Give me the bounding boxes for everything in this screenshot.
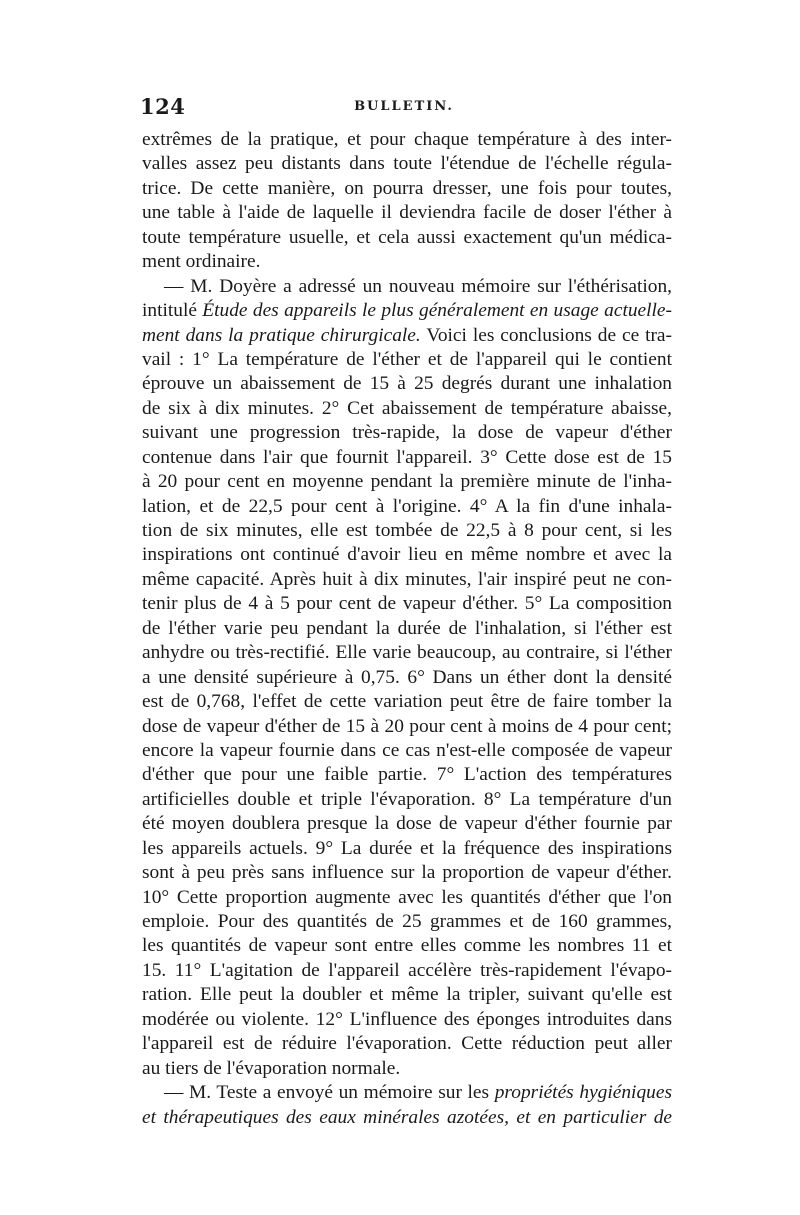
- text-line: à 20 pour cent en moyenne pendant la première minute de l'inha-: [142, 471, 672, 493]
- text-line: a une densité supérieure à 0,75. 6° Dans un éther dont la densité: [142, 666, 672, 688]
- text-run: — M. Teste a envoyé un mémoire sur les: [164, 1082, 495, 1104]
- text-line: de six à dix minutes. 2° Cet abaissement de température abaisse,: [142, 397, 672, 419]
- text-line: anhydre ou très-rectifié. Elle varie beaucoup, au contraire, si l'éther: [142, 642, 672, 664]
- text-run: intitulé: [142, 300, 203, 322]
- text-line: dose de vapeur d'éther de 15 à 20 pour cent à moins de 4 pour cent;: [142, 715, 672, 737]
- text-line: vail : 1° La température de l'éther et de l'appareil qui le contient: [142, 348, 672, 370]
- text-line: sont à peu près sans influence sur la proportion de vapeur d'éther.: [142, 862, 672, 884]
- text-line: — M. Doyère a adressé un nouveau mémoire sur l'éthérisation,: [164, 275, 672, 297]
- text-line: trice. De cette manière, on pourra dresser, une fois pour toutes,: [142, 177, 672, 199]
- text-line: ration. Elle peut la doubler et même la tripler, suivant qu'elle est: [142, 984, 672, 1006]
- text-line: [142, 324, 672, 348]
- text-line: [142, 1106, 672, 1130]
- text-line: même capacité. Après huit à dix minutes, l'air inspiré peut ne con-: [142, 568, 672, 590]
- text-line: emploie. Pour des quantités de 25 grammes et de 160 grammes,: [142, 911, 672, 932]
- text-line: encore la vapeur fournie dans ce cas n'est-elle composée de vapeur: [142, 739, 672, 761]
- text-line: artificielles double et triple l'évaporation. 8° La température d'un: [142, 788, 672, 810]
- text-line: modérée ou violente. 12° L'influence des éponges introduites dans: [142, 1008, 672, 1030]
- text-line: valles assez peu distants dans toute l'étendue de l'échelle régula-: [142, 153, 672, 175]
- text-line: l'appareil est de réduire l'évaporation. Cette réduction peut aller: [142, 1033, 672, 1055]
- text-line: été moyen doublera presque la dose de vapeur d'éther fournie par: [142, 813, 672, 835]
- text-line: de l'éther varie peu pendant la durée de l'inhalation, si l'éther est: [142, 617, 672, 639]
- text-line: éprouve un abaissement de 15 à 25 degrés durant une inhalation: [142, 373, 672, 395]
- page-number: 124: [140, 94, 186, 119]
- text-line: les quantités de vapeur sont entre elles comme les nombres 11 et: [142, 935, 672, 957]
- text-line: [142, 1081, 672, 1105]
- text-line: tenir plus de 4 à 5 pour cent de vapeur d'éther. 5° La composition: [142, 593, 672, 615]
- text-line: d'éther que pour une faible partie. 7° L'action des températures: [142, 764, 672, 786]
- text-line: extrêmes de la pratique, et pour chaque température à des inter-: [142, 129, 672, 150]
- text-line: 10° Cette proportion augmente avec les quantités d'éther que l'on: [142, 886, 672, 908]
- text-line: au tiers de l'évaporation normale.: [142, 1057, 401, 1079]
- text-line: [142, 299, 672, 323]
- italic-title: ment dans la pratique chirurgicale.: [142, 324, 421, 346]
- text-line: contenue dans l'air que fournit l'appareil. 3° Cette dose est de 15: [142, 446, 672, 468]
- text-line: les appareils actuels. 9° La durée et la fréquence des inspirations: [142, 837, 672, 859]
- italic-title: et thérapeutiques des eaux minérales azotées, et en particulier de: [142, 1106, 672, 1128]
- body-text: [142, 128, 672, 1130]
- running-head: BULLETIN.: [354, 99, 454, 114]
- text-line: est de 0,768, l'effet de cette variation peut être de faire tomber la: [142, 691, 672, 713]
- italic-title: Étude des appareils le plus généralement en usage actuelle-: [202, 300, 672, 322]
- text-line: lation, et de 22,5 pour cent à l'origine. 4° A la fin d'une inhala-: [142, 495, 672, 517]
- text-line: toute température usuelle, et cela aussi exactement qu'un médica-: [142, 226, 672, 248]
- text-run: Voici les conclusions de ce tra-: [420, 324, 672, 346]
- text-line: inspirations ont continué d'avoir lieu en même nombre et avec la: [142, 544, 672, 566]
- text-line: une table à l'aide de laquelle il deviendra facile de doser l'éther à: [142, 202, 672, 224]
- text-line: ment ordinaire.: [142, 251, 261, 273]
- text-line: 15. 11° L'agitation de l'appareil accélère très-rapidement l'évapo-: [142, 959, 672, 981]
- text-line: tion de six minutes, elle est tombée de 22,5 à 8 pour cent, si les: [142, 520, 672, 541]
- page-header: [140, 94, 668, 124]
- italic-title: propriétés hygiéniques: [494, 1082, 672, 1104]
- text-line: suivant une progression très-rapide, la dose de vapeur d'éther: [142, 422, 672, 444]
